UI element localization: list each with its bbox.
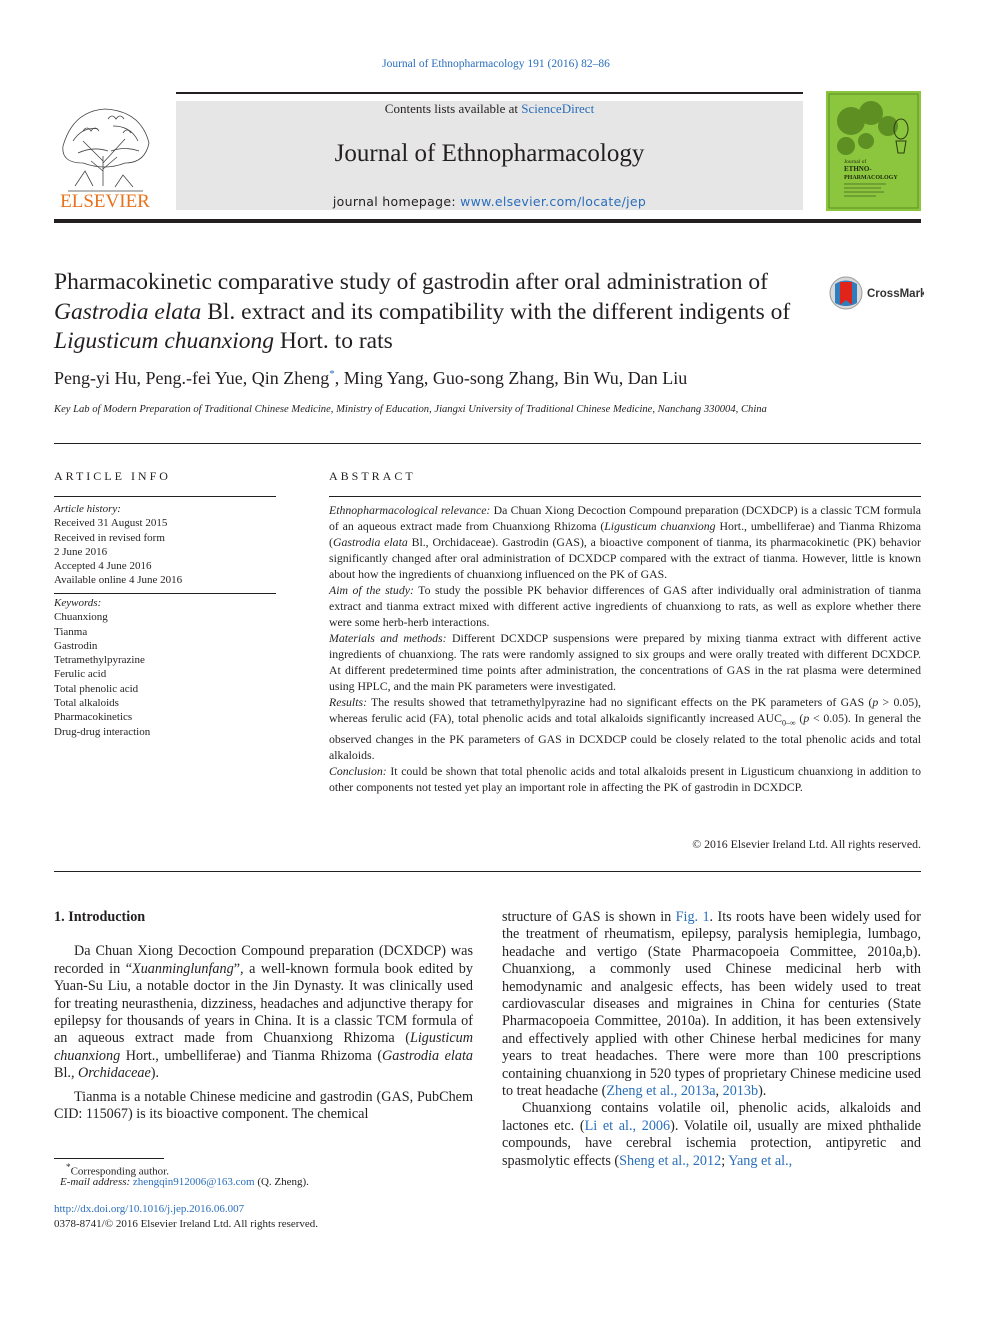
journal-citation[interactable]: Journal of Ethnopharmacology 191 (2016) 82–86 — [382, 58, 610, 70]
conclusion-text: It could be shown that total phenolic acids and total alkaloids present in Ligusticum chuanxiong in addition to other components not tested yet play an important role in affecting the PK of gastrodin in DCXDCP. — [329, 764, 921, 795]
results-text-4: < 0.05). In general the observed changes in the PK parameters of GAS in DCXDCP could be closely related to the total phenolic acids and total alkaloids. — [329, 711, 921, 763]
footnote-rule — [54, 1158, 164, 1159]
reference-link[interactable]: Li et al., 2006 — [584, 1117, 671, 1134]
introduction-heading: 1. Introduction — [54, 909, 146, 925]
cover-line-1: Journal of — [844, 159, 867, 165]
abstract-heading: ABSTRACT — [329, 469, 416, 483]
reference-link[interactable]: Sheng et al., 2012 — [619, 1152, 722, 1169]
sciencedirect-link[interactable]: ScienceDirect — [521, 101, 595, 116]
reference-link[interactable]: Yang et al., — [728, 1152, 793, 1169]
c2p1-text-4: ). — [758, 1083, 767, 1100]
keyword: Tianma — [54, 625, 88, 638]
aim-label: Aim of the study: — [329, 583, 414, 597]
journal-cover-image — [826, 91, 921, 211]
author-list — [54, 368, 914, 389]
p1-species-1: Ligusticum chuanxiong — [54, 1030, 473, 1064]
p1-species-2: Gastrodia elata — [382, 1047, 473, 1064]
keywords-rule — [54, 593, 276, 594]
p1-family: Orchidaceae — [78, 1065, 151, 1082]
article-title — [54, 268, 814, 357]
header-divider — [54, 219, 921, 223]
col2-paragraph-2 — [502, 1100, 921, 1170]
affiliation: Key Lab of Modern Preparation of Traditional Chinese Medicine, Ministry of Education, Jiangxi University of Traditional Chinese Medicine, Nanchang 330004, China — [54, 404, 767, 415]
figure-1-link[interactable]: Fig. 1 — [675, 909, 710, 925]
abstract-rule — [329, 496, 921, 497]
history-label: Article history: — [54, 503, 121, 515]
authors-text-2: , Ming Yang, Guo-song Zhang, Bin Wu, Dan Liu — [334, 368, 688, 388]
p1-text-1: Da Chuan Xiong Decoction Compound preparation (DCXDCP) was recorded in “ — [54, 943, 473, 977]
article-history — [54, 502, 276, 588]
methods-text: Different DCXDCP suspensions were prepared by mixing tianma extract with different active ingredients of chuanxiong. The rats were randomly assigned to six groups and were orally treated with different DCXDCP. At different predetermined time points after administration, the concentrations of GAS in the rat plasma were determined using HPLC, and the main PK parameters were investigated. — [329, 631, 922, 693]
journal-title: Journal of Ethnopharmacology — [334, 140, 645, 167]
body-column-left — [54, 909, 473, 1123]
methods-label: Materials and methods: — [329, 631, 447, 645]
crossmark-label: CrossMark — [867, 288, 924, 300]
contents-line — [176, 101, 803, 117]
journal-homepage — [176, 194, 803, 209]
title-text-1: Pharmacokinetic comparative study of gastrodin after oral administration of — [54, 269, 768, 295]
relevance-species-2: Gastrodia elata — [332, 535, 408, 549]
results-p-symbol: p — [803, 711, 810, 725]
abstract-relevance — [329, 502, 921, 582]
history-item: 2 June 2016 — [54, 545, 108, 558]
header-top-rule — [176, 92, 803, 94]
p1-text-4: Bl., — [54, 1065, 79, 1082]
abstract-aim — [329, 582, 921, 630]
results-label: Results: — [329, 695, 368, 709]
article-info-rule — [54, 496, 276, 497]
contents-prefix: Contents lists available at — [384, 101, 522, 116]
email-suffix: (Q. Zheng). — [254, 1176, 309, 1188]
keyword: Drug-drug interaction — [54, 725, 151, 738]
crossmark-button[interactable] — [829, 275, 924, 311]
relevance-text-3: Bl., Orchidaceae). Gastrodin (GAS), a bioactive component of tianma, its pharmacokinetic (PK) behavior significantly changed after oral administration of DCXDCP compared with the extract of tianma. However, little is known about how the ingredients of chuanxiong influenced on the PK of GAS. — [329, 535, 921, 581]
authors-text-1: Peng-yi Hu, Peng.-fei Yue, Qin Zheng — [54, 368, 330, 388]
c2p1-text-2: . Its roots have been widely used for the treatment of rheumatism, epilepsy, paralysis hemiplegia, lumbago, headache and vertigo (State Pharmacopoeia Committee, 2010a,b). Chuanxiong, a commonly used Chinese medicinal herb with hemodynamic and analgesic effects, has been widely used to treat cardiovascular diseases and migraines in China for centuries (State Pharmacopoeia Committee, 2010a). In addition, it has been extensively and effectively applied with other Chinese herbal medicines for many years to treat headaches. There were more than 100 prescriptions containing chuanxiong in 520 types of proprietary Chinese medicine used to treat headache ( — [502, 909, 921, 1100]
aim-text: To study the possible PK behavior differences of GAS after individually oral administration of tianma extract and tianma extract mixed with different active ingredients of chuanxiong to rats, as well as explore whether there were some herb-herb interactions. — [329, 583, 921, 629]
relevance-label: Ethnopharmacological relevance: — [329, 503, 491, 517]
abstract-conclusion — [329, 763, 921, 795]
intro-paragraph-1 — [54, 943, 473, 1082]
relevance-species-1: Ligusticum chuanxiong — [604, 519, 716, 533]
p1-book-title: Xuanminglunfang — [132, 960, 234, 977]
crossmark-icon — [829, 275, 924, 311]
keywords-list — [54, 596, 276, 739]
homepage-prefix: journal homepage: — [332, 194, 461, 209]
email-note — [54, 1175, 479, 1189]
results-text-2: > 0.05), whereas ferulic acid (FA), total phenolic acids and total alkaloids significantly increased AUC — [329, 695, 921, 725]
keyword: Gastrodin — [54, 639, 98, 652]
keyword: Total phenolic acid — [54, 682, 139, 695]
p1-text-5: ). — [150, 1065, 160, 1082]
cover-line-3: PHARMACOLOGY — [844, 175, 898, 181]
col2-paragraph-1 — [502, 909, 921, 1100]
reference-link[interactable]: Zheng et al., 2013a — [606, 1083, 716, 1100]
c2p1-text-1: structure of GAS is shown in — [502, 909, 676, 925]
journal-cover-thumbnail[interactable] — [826, 91, 921, 211]
elsevier-wordmark: ELSEVIER — [60, 191, 150, 210]
footnote-mark: * — [66, 1162, 71, 1172]
authors-divider — [54, 443, 921, 444]
title-text-3: Hort. to rats — [273, 328, 393, 354]
history-item: Available online 4 June 2016 — [54, 574, 183, 587]
corresponding-author-mark[interactable]: * — [329, 368, 335, 380]
doi-link[interactable]: http://dx.doi.org/10.1016/j.jep.2016.06.007 — [54, 1203, 245, 1215]
keyword: Pharmacokinetics — [54, 711, 133, 724]
relevance-text-2: Hort., umbelliferae) and Tianma Rhizoma ( — [329, 519, 921, 549]
results-text-1: The results showed that tetramethylpyrazine had no significant effects on the PK parameters of GAS ( — [367, 695, 873, 709]
keyword: Ferulic acid — [54, 668, 107, 681]
abstract-copyright: © 2016 Elsevier Ireland Ltd. All rights reserved. — [692, 837, 921, 851]
keywords-label: Keywords: — [54, 597, 102, 609]
history-item: Received in revised form — [54, 531, 165, 544]
relevance-text-1: Da Chuan Xiong Decoction Compound preparation (DCXDCP) is a classic TCM formula of an aqueous extract made from Chuanxiong Rhizoma ( — [329, 503, 921, 533]
body-column-right — [502, 909, 921, 1170]
abstract-body — [329, 502, 921, 795]
issn-line: 0378-8741/© 2016 Elsevier Ireland Ltd. All rights reserved. — [54, 1218, 319, 1230]
history-item: Received 31 August 2015 — [54, 517, 168, 530]
intro-paragraph-2: Tianma is a notable Chinese medicine and gastrodin (GAS, PubChem CID: 115067) is its bioactive component. The chemical — [54, 1088, 473, 1123]
title-species-1: Gastrodia elata — [54, 298, 202, 325]
abstract-results — [329, 694, 921, 763]
c2p2-text-1: Chuanxiong contains volatile oil, phenolic acids, alkaloids and lactones etc. ( — [502, 1100, 921, 1134]
keyword: Tetramethylpyrazine — [54, 654, 145, 667]
elsevier-tree-icon — [53, 101, 158, 210]
reference-link[interactable]: 2013b — [722, 1083, 759, 1100]
c2p2-text-2: ). Volatile oil, usually are mixed phthalide compounds, have cerebral ischemia protection, antipyretic and spasmolytic effects ( — [502, 1117, 922, 1169]
c2p1-text-3: , — [715, 1083, 723, 1100]
abstract-methods — [329, 630, 921, 694]
c2p2-text-3: ; — [721, 1152, 729, 1169]
keyword: Total alkaloids — [54, 697, 119, 710]
auc-subscript: 0–∞ — [781, 718, 796, 728]
elsevier-logo — [53, 101, 158, 210]
email-link[interactable]: zhengqin912006@163.com — [132, 1176, 255, 1188]
history-item: Accepted 4 June 2016 — [54, 560, 152, 573]
conclusion-label: Conclusion: — [329, 764, 387, 779]
title-text-2: Bl. extract and its compatibility with the different indigents of — [201, 298, 791, 325]
keyword: Chuanxiong — [54, 611, 108, 624]
p1-text-2: ”, a well-known formula book edited by Yuan-Su Liu, a notable doctor in the Jin Dynasty. It was clinically used for treating neurasthenia, dizziness, headaches and adjunctive therapy for epilepsy for thousands of years in China. It is a classic TCM formula of an aqueous extract made from Chuanxiong Rhizoma ( — [54, 960, 473, 1047]
p1-text-3: Hort., umbelliferae) and Tianma Rhizoma ( — [120, 1047, 383, 1064]
results-text-3: ( — [795, 711, 804, 725]
cover-line-2: ETHNO- — [844, 165, 872, 173]
email-label: E-mail address: — [60, 1176, 133, 1188]
homepage-link[interactable]: www.elsevier.com/locate/jep — [460, 194, 647, 209]
abstract-divider — [54, 871, 921, 872]
corresponding-author-text: Corresponding author. — [70, 1165, 169, 1178]
article-info-heading: ARTICLE INFO — [54, 469, 171, 483]
results-p-symbol: p — [872, 695, 879, 709]
title-species-2: Ligusticum chuanxiong — [54, 328, 274, 354]
